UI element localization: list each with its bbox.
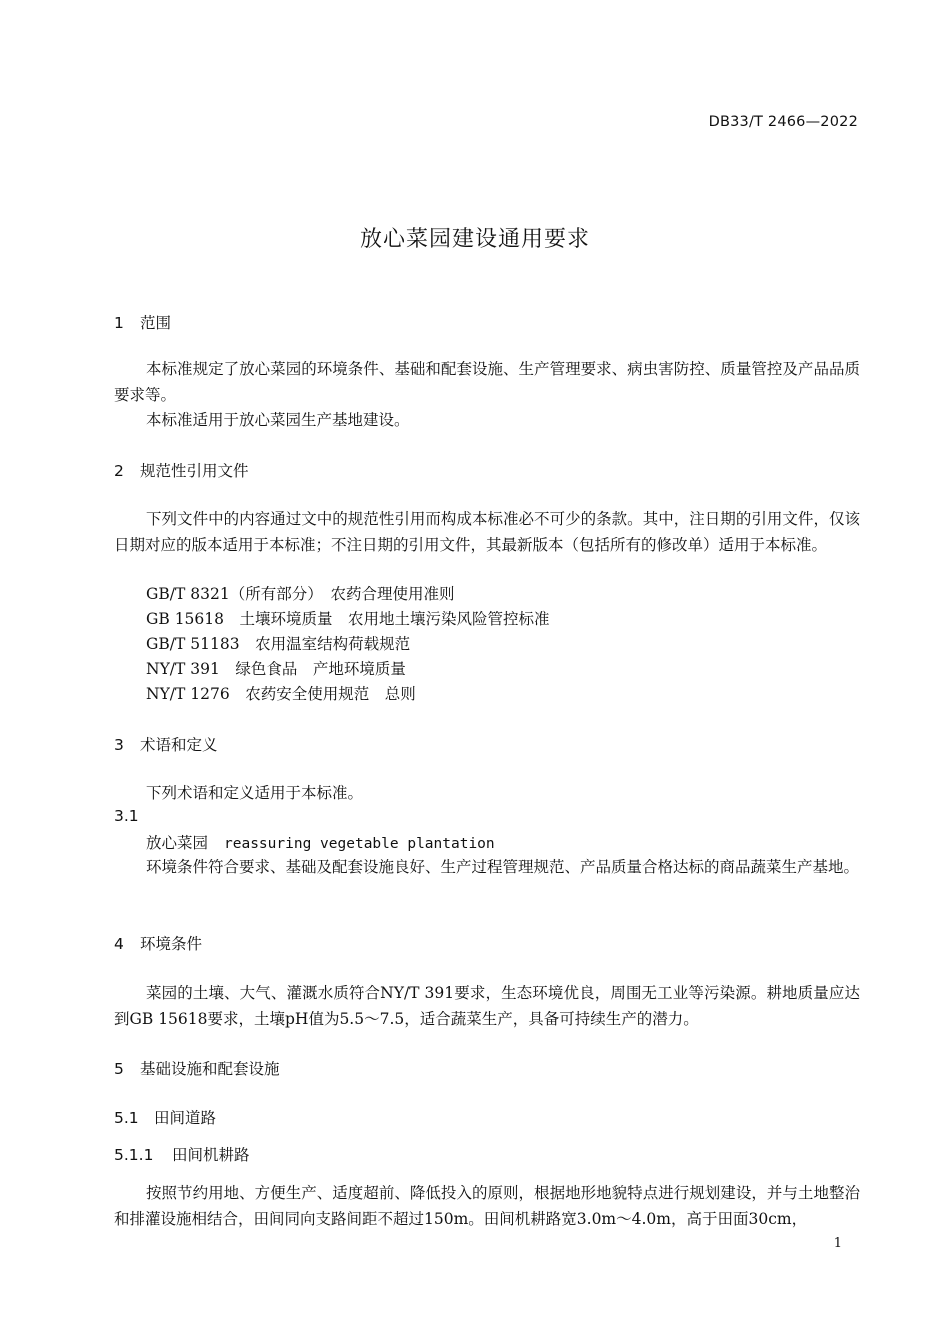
section-2-heading — [114, 459, 249, 481]
paragraph: 下列文件中的内容通过文中的规范性引用而构成本标准必不可少的条款。其中，注日期的引用文件，仅该日期对应的版本适用于本标准；不注日期的引用文件，其最新版本（包括所有的修改单）适用于本标准。 — [114, 510, 860, 554]
section-title: 规范性引用文件 — [140, 462, 249, 480]
paragraph: 本标准适用于放心菜园生产基地建设。 — [146, 411, 410, 429]
paragraph: 本标准规定了放心菜园的环境条件、基础和配套设施、生产管理要求、病虫害防控、质量管控及产品品质要求等。 — [114, 360, 860, 404]
section-number: 4 — [114, 935, 124, 953]
subsection-title: 田间机耕路 — [172, 1146, 250, 1164]
term-english: reassuring vegetable plantation — [224, 836, 495, 852]
reference-item: GB/T 8321（所有部分） 农药合理使用准则 — [146, 585, 455, 603]
section-3-heading — [114, 733, 218, 755]
subsection-5-1-heading — [114, 1106, 216, 1128]
section-number: 5 — [114, 1060, 124, 1078]
section-title: 基础设施和配套设施 — [140, 1060, 280, 1078]
term-number: 3.1 — [114, 807, 139, 825]
paragraph: 按照节约用地、方便生产、适度超前、降低投入的原则，根据地形地貌特点进行规划建设，并与土地整治和排灌设施相结合，田间同向支路间距不超过150m。田间机耕路宽3.0m～4.0m，高于田面30cm， — [114, 1184, 860, 1228]
section-5-heading — [114, 1057, 280, 1079]
paragraph: 菜园的土壤、大气、灌溉水质符合NY/T 391要求，生态环境优良，周围无工业等污染源。耕地质量应达到GB 15618要求，土壤pH值为5.5～7.5，适合蔬菜生产，具备可持续生产的潜力。 — [114, 984, 860, 1028]
subsection-number: 5.1.1 — [114, 1146, 154, 1164]
page-title: 放心菜园建设通用要求 — [359, 227, 590, 252]
section-title: 术语和定义 — [140, 736, 218, 754]
subsection-title: 田间道路 — [154, 1109, 217, 1127]
section-number: 2 — [114, 462, 124, 480]
document-id: DB33/T 2466—2022 — [708, 114, 858, 130]
subsection-number: 5.1 — [114, 1109, 139, 1127]
section-number: 1 — [114, 314, 124, 332]
reference-item: GB 15618 土壤环境质量 农用地土壤污染风险管控标准 — [146, 610, 550, 628]
section-1-heading — [114, 311, 171, 333]
paragraph: 下列术语和定义适用于本标准。 — [146, 784, 364, 802]
section-title: 环境条件 — [140, 935, 203, 953]
term-definition: 环境条件符合要求、基础及配套设施良好、生产过程管理规范、产品质量合格达标的商品蔬菜生产基地。 — [146, 858, 860, 876]
reference-item: NY/T 1276 农药安全使用规范 总则 — [146, 685, 416, 703]
term-chinese: 放心菜园 — [146, 834, 209, 852]
page-number: 1 — [833, 1236, 842, 1251]
reference-item: NY/T 391 绿色食品 产地环境质量 — [146, 660, 406, 678]
section-number: 3 — [114, 736, 124, 754]
section-title: 范围 — [140, 314, 172, 332]
term-entry — [146, 831, 495, 853]
reference-item: GB/T 51183 农用温室结构荷载规范 — [146, 635, 411, 653]
subsection-5-1-1-heading — [114, 1143, 250, 1165]
section-4-heading — [114, 932, 202, 954]
